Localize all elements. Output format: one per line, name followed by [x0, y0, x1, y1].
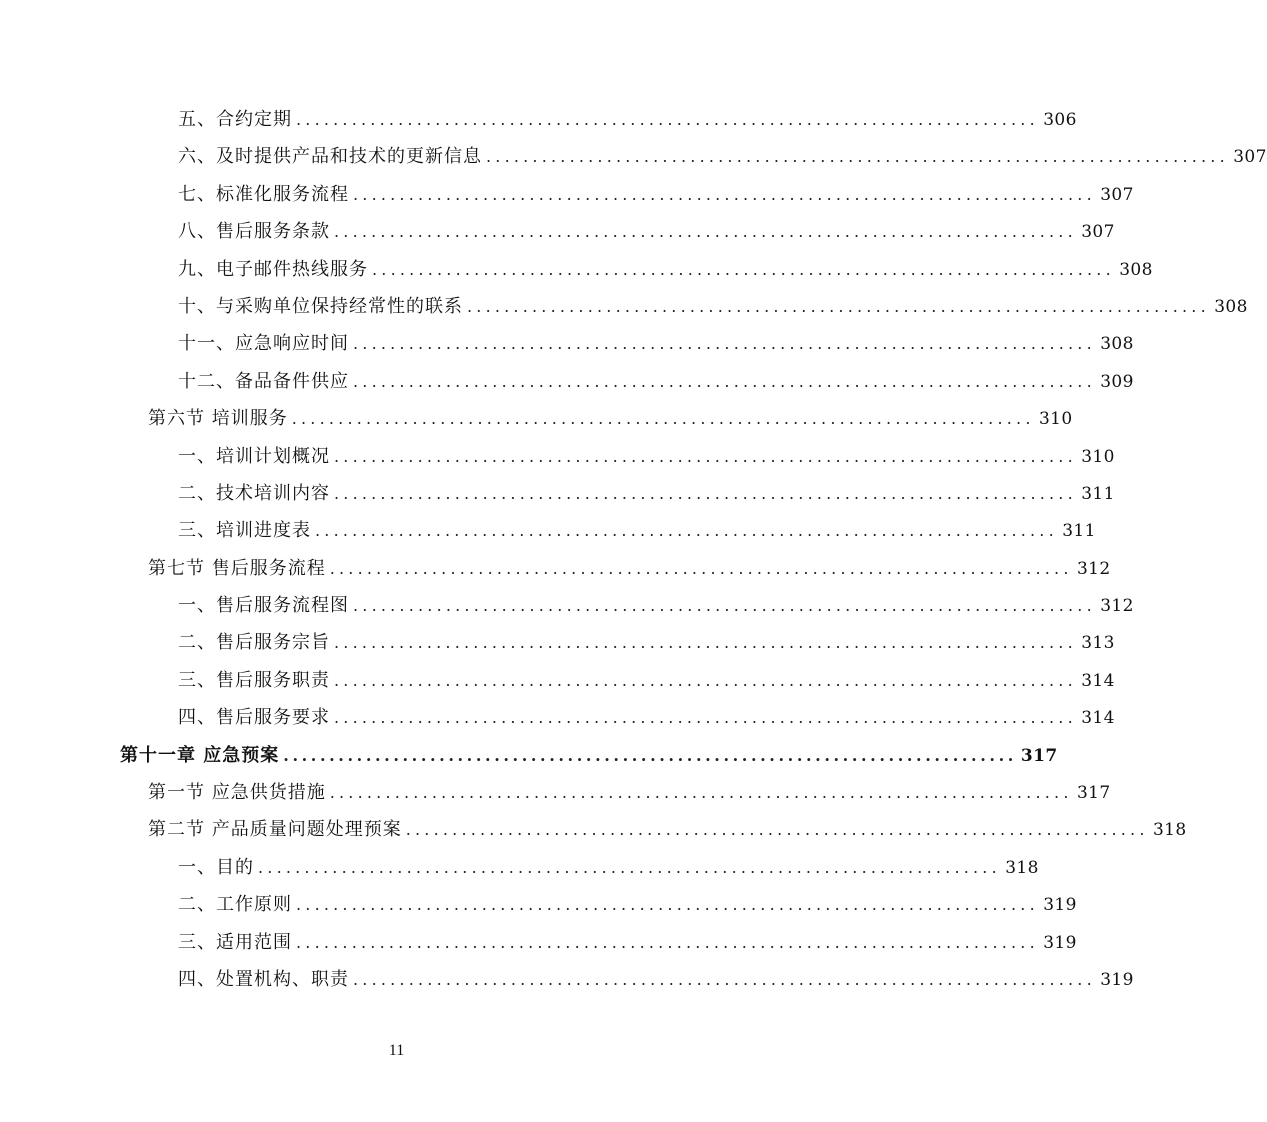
toc-entry-page: 318 [1005, 857, 1039, 878]
toc-section-entry[interactable] [0, 550, 1111, 587]
toc-entry-page: 310 [1081, 446, 1115, 467]
dot-leader: ................................................................................ [258, 857, 1001, 877]
toc-entry-page: 307 [1100, 184, 1134, 205]
toc-chapter-entry[interactable] [0, 737, 1058, 774]
dot-leader: ................................................................................ [353, 371, 1096, 391]
toc-entry[interactable] [0, 251, 1153, 288]
toc-entry[interactable] [0, 138, 1267, 175]
toc-entry-page: 319 [1043, 932, 1077, 953]
toc-entry[interactable] [0, 662, 1115, 699]
toc-entry-page: 313 [1081, 633, 1115, 654]
toc-entry-title: 二、技术培训内容 [178, 482, 330, 504]
toc-entry[interactable] [0, 512, 1096, 549]
dot-leader: ................................................................................ [329, 783, 1073, 803]
toc-entry-page: 314 [1081, 708, 1115, 729]
dot-leader: ................................................................................ [353, 334, 1096, 354]
toc-entry-page: 319 [1043, 895, 1077, 916]
toc-section-entry[interactable] [0, 811, 1187, 848]
toc-entry-title: 一、培训计划概况 [178, 445, 330, 467]
dot-leader: ................................................................................ [372, 259, 1115, 279]
toc-entry[interactable] [0, 438, 1115, 475]
dot-leader: ................................................................................ [315, 521, 1058, 541]
toc-entry-page: 310 [1038, 409, 1073, 430]
toc-entry-page: 308 [1119, 259, 1153, 280]
toc-entry[interactable] [0, 213, 1115, 250]
toc-entry[interactable] [0, 699, 1115, 736]
toc-entry[interactable] [0, 849, 1039, 886]
dot-leader: ................................................................................ [296, 932, 1039, 952]
toc-entry-title: 十、与采购单位保持经常性的联系 [178, 295, 463, 317]
dot-leader: ................................................................................ [353, 184, 1096, 204]
toc-entry[interactable] [0, 363, 1134, 400]
dot-leader: ................................................................................ [283, 745, 1017, 765]
toc-entry-title: 十一、应急响应时间 [178, 333, 349, 355]
toc-entry-page: 307 [1081, 222, 1115, 243]
toc-entry-title: 三、培训进度表 [178, 520, 311, 542]
dot-leader: ................................................................................ [334, 483, 1077, 503]
toc-entry-title: 十二、备品备件供应 [178, 370, 349, 392]
toc-entry[interactable] [0, 624, 1115, 661]
toc-entry-title: 三、售后服务职责 [178, 669, 330, 691]
toc-entry-page: 308 [1214, 296, 1248, 317]
toc-entry-title: 二、售后服务宗旨 [178, 632, 330, 654]
toc-section-entry[interactable] [0, 400, 1073, 437]
dot-leader: ................................................................................ [353, 969, 1096, 989]
toc-entry[interactable] [0, 176, 1134, 213]
toc-section-entry[interactable] [0, 774, 1111, 811]
dot-leader: ................................................................................ [405, 820, 1149, 840]
toc-entry-page: 317 [1076, 783, 1111, 804]
toc-entry-title: 八、售后服务条款 [178, 221, 330, 243]
toc-entry-title: 一、目的 [178, 856, 254, 878]
dot-leader: ................................................................................ [334, 708, 1077, 728]
toc-entry[interactable] [0, 924, 1077, 961]
toc-entry-title: 第二节 产品质量问题处理预案 [148, 819, 402, 841]
toc-entry-title: 二、工作原则 [178, 894, 292, 916]
toc-entry[interactable] [0, 961, 1134, 998]
toc-entry-title: 第七节 售后服务流程 [148, 557, 326, 579]
toc-entry-page: 312 [1100, 596, 1134, 617]
dot-leader: ................................................................................ [334, 670, 1077, 690]
toc-entry-page: 307 [1233, 147, 1267, 168]
table-of-contents [0, 101, 1267, 998]
toc-entry-title: 六、及时提供产品和技术的更新信息 [178, 146, 482, 168]
dot-leader: ................................................................................ [334, 446, 1077, 466]
dot-leader: ................................................................................ [334, 222, 1077, 242]
toc-entry-page: 319 [1100, 969, 1134, 990]
toc-entry-page: 312 [1076, 558, 1111, 579]
dot-leader: ................................................................................ [334, 633, 1077, 653]
toc-entry-page: 308 [1100, 334, 1134, 355]
dot-leader: ................................................................................ [291, 409, 1035, 429]
toc-entry-title: 九、电子邮件热线服务 [178, 258, 368, 280]
toc-entry[interactable] [0, 101, 1077, 138]
toc-entry-title: 四、售后服务要求 [178, 707, 330, 729]
toc-entry-page: 317 [1020, 745, 1058, 766]
toc-entry[interactable] [0, 587, 1134, 624]
toc-entry[interactable] [0, 475, 1115, 512]
dot-leader: ................................................................................ [329, 558, 1073, 578]
toc-entry-page: 314 [1081, 670, 1115, 691]
toc-entry-title: 五、合约定期 [178, 109, 292, 130]
toc-entry-page: 311 [1062, 521, 1096, 542]
page-number: 11 [388, 1042, 405, 1059]
dot-leader: ................................................................................ [467, 296, 1210, 316]
dot-leader: ................................................................................ [296, 895, 1039, 915]
toc-entry-title: 第一节 应急供货措施 [148, 782, 326, 804]
toc-entry-title: 三、适用范围 [178, 931, 292, 953]
toc-entry-page: 311 [1081, 483, 1115, 504]
toc-entry-page: 309 [1100, 371, 1134, 392]
toc-entry[interactable] [0, 886, 1077, 923]
toc-entry-title: 第六节 培训服务 [148, 408, 288, 430]
toc-entry-title: 一、售后服务流程图 [178, 595, 349, 617]
toc-entry-title: 第十一章 应急预案 [120, 744, 280, 766]
toc-entry[interactable] [0, 288, 1248, 325]
toc-entry-page: 318 [1152, 820, 1187, 841]
toc-entry[interactable] [0, 325, 1134, 362]
dot-leader: ................................................................................ [486, 147, 1229, 167]
dot-leader: ................................................................................ [296, 110, 1039, 129]
dot-leader: ................................................................................ [353, 596, 1096, 616]
toc-entry-title: 四、处置机构、职责 [178, 968, 349, 990]
toc-entry-page: 306 [1043, 110, 1077, 130]
toc-entry-title: 七、标准化服务流程 [178, 183, 349, 205]
